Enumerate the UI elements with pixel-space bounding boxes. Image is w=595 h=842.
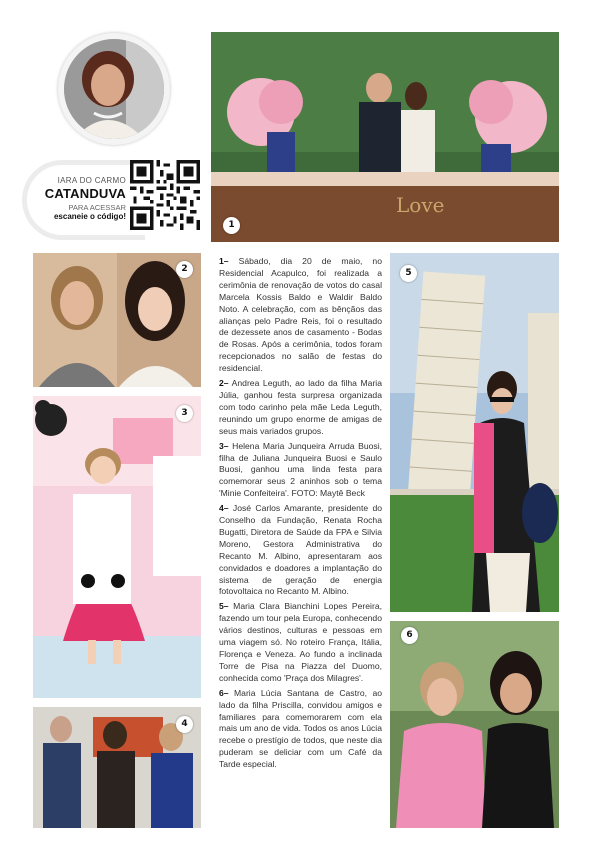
photo-5-number: 5 [400,265,417,282]
articles-column [219,256,382,774]
leaning-tower-image [390,253,559,612]
article-5-number: 5– [219,601,229,612]
article-1-text: Sábado, dia 20 de maio, no Residencial Acapulco, foi realizada a cerimônia de renovação de votos do casal Marcela Kossis Baldo e Waldir Baldo Noto. A celebração, com as bênçãos das alianças pelo Padre Reis, foi o resultado de dezessete anos de casamento - Bodas de Rosas. Após a cerimônia, todos foram recepcionados no salão de festas do residencial. [219,256,382,374]
article-2-text: Andrea Leguth, ao lado da filha Maria Júlia, ganhou festa surpresa organizada com todo carinho pela mãe Leda Leguth, reunindo um grupo enorme de amigas de seus mais variados grupos. [219,378,382,436]
lucia-priscilla-image [390,621,559,828]
photo-2-andrea-leguth [33,253,201,387]
qr-cta-line2: escaneie o código! [53,212,126,221]
birthday-girl-image [33,396,201,698]
photo-4-number: 4 [176,716,193,733]
photo-6-lucia-birthday [390,621,559,828]
article-4-number: 4– [219,503,229,514]
photo-3-number: 3 [176,405,193,422]
qr-code-icon [130,160,200,230]
columnist-city: CATANDUVA [44,186,126,201]
columnist-avatar [64,39,164,139]
article-2-number: 2– [219,378,229,389]
photo-6-number: 6 [401,627,418,644]
article-6-text: Maria Lúcia Santana de Castro, ao lado da filha Priscilla, convidou amigos e familiares para comemorarem com ela mais um ano de vida. Todos os anos Lúcia recebe o prestígio de todos, que neste dia puderam se deliciar com um Café da Tarde especial. [219,687,382,770]
article-1 [219,256,382,375]
photo-5-pisa-tower [390,253,559,612]
article-3-text: Helena Maria Junqueira Arruda Buosi, filha de Juliana Junqueira Buosi e Saulo Buosi, ganhou uma linda festa para comemorar seus 2 aninhos sob o tema 'Minie Confeiteira'. FOTO: Maytê Beck [219,440,382,499]
qr-code[interactable] [130,160,200,230]
columnist-first-name: IARA DO CARMO [57,176,126,185]
svg-text:Love: Love [396,193,445,217]
article-5 [219,601,382,684]
photo-3-helena-party [33,396,201,698]
qr-cta-line1: PARA ACESSAR [68,203,126,212]
photo-2-number: 2 [176,261,193,278]
columnist-portrait-image [64,39,164,139]
article-2 [219,378,382,438]
photo-1-number: 1 [223,217,240,234]
article-6-number: 6– [219,687,229,698]
article-3 [219,441,382,501]
mother-daughter-image [33,253,201,387]
article-6 [219,688,382,771]
vow-renewal-image [211,32,559,242]
article-4-text: José Carlos Amarante, presidente do Conselho da Fundação, Renata Rocha Bugatti, Diretora de Saúde da FPA e Silvia Moreno, Gestora Administrativa do Recanto M. Albino, apresentaram aos convidados e doadores a implantação do sistema de geração de energia fotovoltaica no Recanto M. Albino. [219,503,383,597]
article-4 [219,503,382,598]
article-1-number: 1– [219,256,229,266]
article-3-number: 3– [219,440,229,451]
article-5-text: Maria Clara Bianchini Lopes Pereira, fazendo um tour pela Europa, conhecendo vários destinos, culturas e pessoas em uma viagem só. No roteiro França, Itália, Florença e Veneza. Ao fundo a inclinada Torre de Pisa na Piazza del Duomo, conhecida como 'Praça dos Milagres'. [219,601,382,683]
photo-1-vow-renewal [211,32,559,242]
